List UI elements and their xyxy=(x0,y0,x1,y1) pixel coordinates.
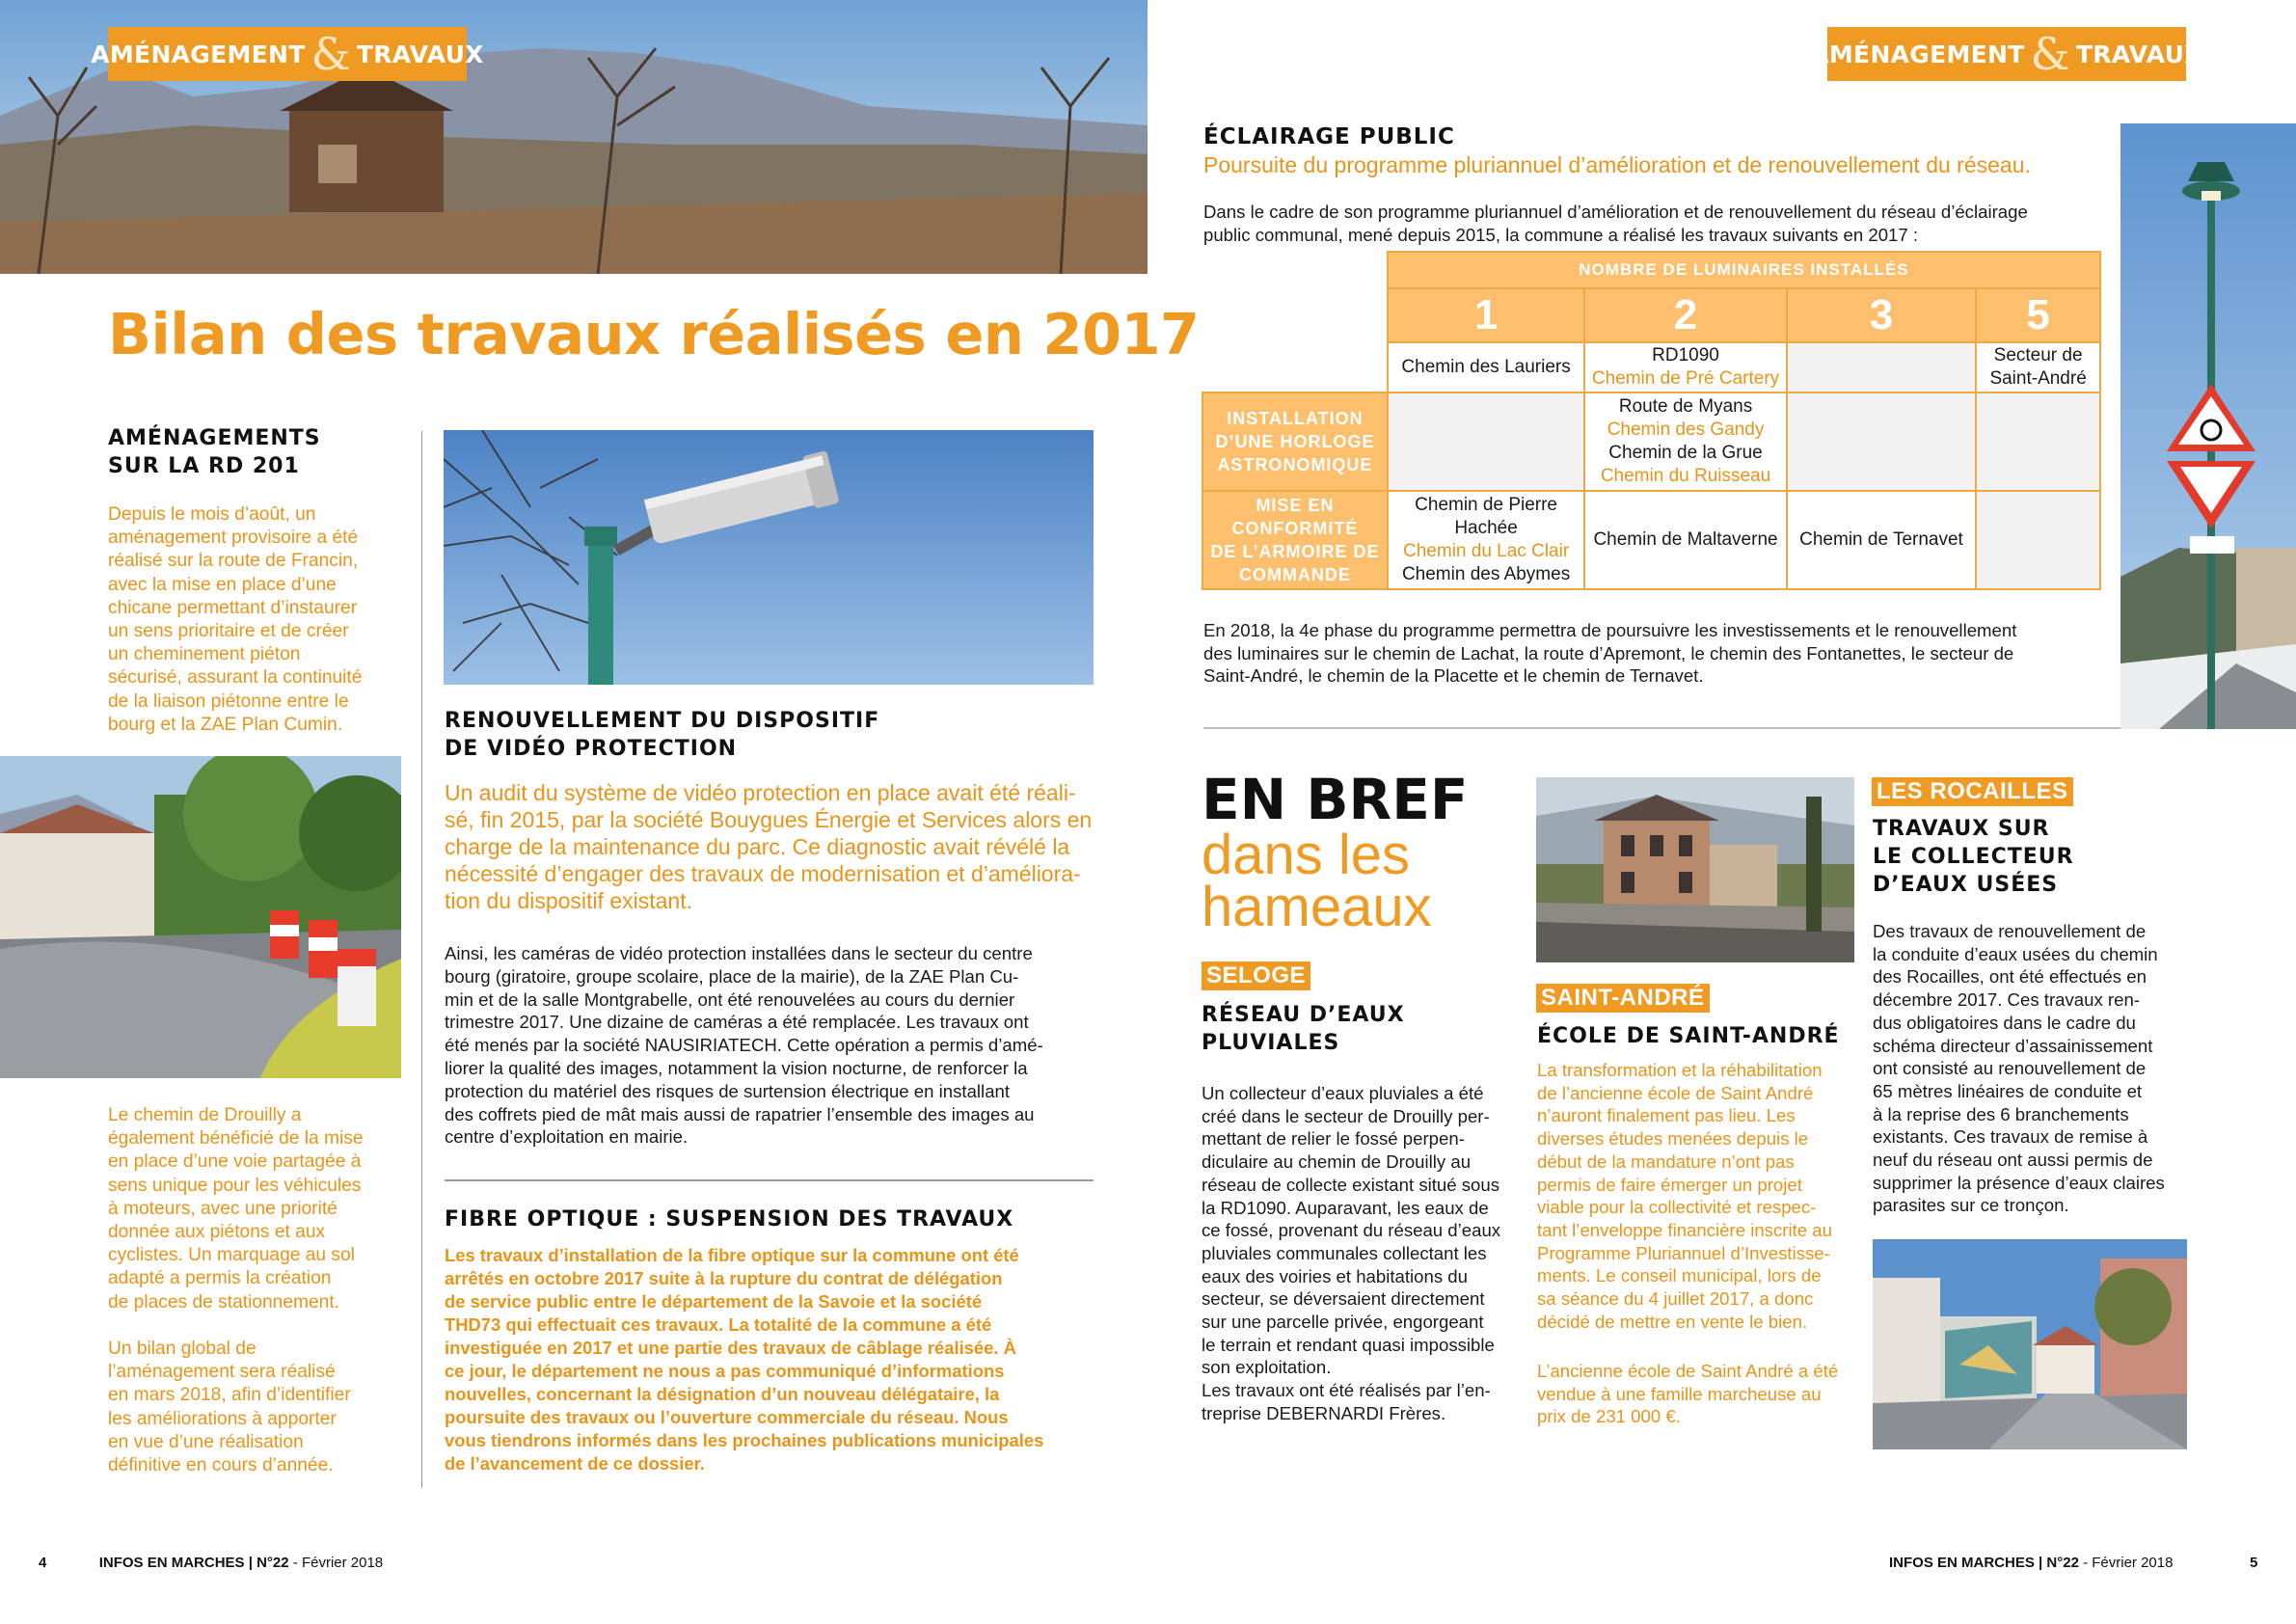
footer-left: 4 INFOS EN MARCHES | N°22 - Février 2018 xyxy=(39,1555,384,1571)
heading-line: RÉSEAU D’EAUX xyxy=(1202,1003,1405,1027)
text-line: le terrain et rendant quasi impossible xyxy=(1202,1334,1495,1355)
text-line: nécessité d’engager des travaux de modernisation et d’améliora- xyxy=(445,861,1081,886)
fibre-heading: FIBRE OPTIQUE : SUSPENSION DES TRAVAUX xyxy=(445,1207,1014,1232)
text-line: neuf du réseau ont aussi permis de xyxy=(1873,1150,2153,1171)
en-bref-line2: dans les xyxy=(1202,824,1411,886)
saint-andre-label: SAINT-ANDRÉ xyxy=(1536,984,1710,1013)
text-line: ce fossé, provenant du réseau d’eaux xyxy=(1202,1220,1501,1241)
text-line: liorer la qualité des images, notamment la vision nocturne, de renforcer la xyxy=(445,1057,1028,1078)
text-line: réalisé sur la route de Francin, xyxy=(108,551,359,572)
school-building-photo xyxy=(1536,777,1854,962)
count-1: 1 xyxy=(1388,288,1584,342)
saint-andre-body xyxy=(1537,1059,1853,1333)
cell-line: Chemin du Lac Clair xyxy=(1403,541,1570,561)
cell-line: Chemin de Pierre xyxy=(1415,495,1557,515)
cell-line: Chemin du Ruisseau xyxy=(1600,466,1771,486)
tab-label-travaux: TRAVAUX xyxy=(356,40,484,68)
rocailles-street-photo xyxy=(1873,1239,2187,1449)
text-line: sens unique pour les véhicules xyxy=(108,1175,362,1196)
table-cell xyxy=(1584,342,1786,392)
text-line: Un bilan global de xyxy=(108,1339,257,1359)
text-line: un sens prioritaire et de créer xyxy=(108,621,349,642)
text-line: sé, fin 2015, par la société Bouygues Énergie et Services alors en xyxy=(445,807,1093,832)
video-camera-photo xyxy=(444,430,1094,685)
text-line: La transformation et la réhabilitation xyxy=(1537,1060,1823,1080)
count-3: 3 xyxy=(1787,288,1976,342)
rocailles-tag xyxy=(1872,777,2073,806)
text-line: Dans le cadre de son programme pluriannuel d’amélioration et de renouvellement du réseau d’éclairage xyxy=(1203,202,2028,222)
cell-line: RD1090 xyxy=(1652,345,1719,365)
saint-andre-heading: ÉCOLE DE SAINT-ANDRÉ xyxy=(1537,1024,1840,1048)
heading-line: PLUVIALES xyxy=(1202,1031,1340,1055)
road-chicane-photo xyxy=(0,756,401,1078)
count-2: 2 xyxy=(1584,288,1786,342)
text-line: Les travaux d’installation de la fibre optique sur la commune ont été xyxy=(445,1245,1019,1265)
issue-date: Février 2018 xyxy=(2092,1555,2174,1571)
rd201-heading xyxy=(108,424,321,480)
text-line: de l’avancement de ce dossier. xyxy=(445,1453,705,1474)
text-line: cyclistes. Un marquage au sol xyxy=(108,1245,355,1266)
text-line: arrêtés en octobre 2017 suite à la rupture du contrat de délégation xyxy=(445,1268,1003,1288)
rd201-lead xyxy=(108,503,397,737)
text-line: Un collecteur d’eaux pluviales a été xyxy=(1202,1083,1484,1103)
text-line: de places de stationnement. xyxy=(108,1291,340,1313)
section-rule xyxy=(1203,727,2120,729)
text-line: investiguée en 2017 et une partie des travaux de câblage réalisée. À xyxy=(445,1338,1016,1358)
text-line: THD73 qui effectuait ces travaux. La totalité de la commune a été xyxy=(445,1314,992,1335)
text-line: de la liaison piétonne entre le xyxy=(108,690,349,712)
cell-line: Route de Myans xyxy=(1618,396,1753,417)
text-line: à la reprise des 6 branchements xyxy=(1873,1103,2129,1124)
text-line: centre d’exploitation en mairie. xyxy=(445,1126,689,1148)
text-line: définitive en cours d’année. xyxy=(108,1455,334,1476)
text-line: viable pour la collectivité et respec- xyxy=(1537,1197,1817,1218)
seloge-heading xyxy=(1202,1001,1405,1057)
cell-line: Chemin de la Grue xyxy=(1608,443,1763,463)
text-line: tant l’enveloppe financière inscrite au xyxy=(1537,1219,1832,1240)
saint-andre-tag xyxy=(1536,984,1710,1013)
text-line: diculaire au chemin de Drouilly au xyxy=(1202,1151,1472,1173)
text-line: trimestre 2017. Une dizaine de caméras a été remplacée. Les travaux ont xyxy=(445,1012,1029,1033)
text-line: des Rocailles, ont été effectués en xyxy=(1873,966,2147,988)
text-line: adapté a permis la création xyxy=(108,1268,332,1289)
rd201-heading-line2: SUR LA RD 201 xyxy=(108,454,300,478)
heading-line: LE COLLECTEUR xyxy=(1873,845,2074,869)
footer-right: INFOS EN MARCHES | N°22 - Février 2018 xyxy=(1889,1555,2174,1571)
rd201-para2 xyxy=(108,1104,397,1314)
text-line: aménagement provisoire a été xyxy=(108,528,359,549)
text-line: charge de la maintenance du parc. Ce diagnostic avait révélé la xyxy=(445,834,1070,859)
table-row xyxy=(1202,342,2100,392)
table-cell-empty xyxy=(1976,392,2100,491)
cell-line: Chemin des Gandy xyxy=(1607,420,1765,440)
cell-line: D’UNE HORLOGE xyxy=(1215,432,1375,451)
rd201-para3 xyxy=(108,1338,397,1477)
text-line: ments. Le conseil municipal, lors de xyxy=(1537,1265,1822,1286)
eclairage-heading: ÉCLAIRAGE PUBLIC xyxy=(1203,124,1455,149)
issue-number: N°22 xyxy=(257,1555,289,1571)
table-corner xyxy=(1202,342,1388,392)
rd201-heading-line1: AMÉNAGEMENTS xyxy=(108,426,321,450)
text-line: en place d’une voie partagée à xyxy=(108,1151,362,1173)
street-lamp-photo xyxy=(2120,123,2296,729)
table-row xyxy=(1202,491,2100,589)
text-line: Le chemin de Drouilly a xyxy=(108,1105,302,1125)
text-line: parasites sur ce tronçon. xyxy=(1873,1195,2069,1216)
section-tab-right xyxy=(1810,27,2203,81)
text-line: Programme Pluriannuel d’Investisse- xyxy=(1537,1242,1830,1263)
luminaires-table xyxy=(1202,251,2101,590)
text-line: Ainsi, les caméras de vidéo protection installées dans le secteur du centre xyxy=(445,943,1033,963)
cell-line: ASTRONOMIQUE xyxy=(1217,455,1373,474)
text-line: prix de 231 000 €. xyxy=(1537,1406,1681,1427)
magazine-name: INFOS EN MARCHES xyxy=(98,1555,245,1571)
seloge-tag xyxy=(1202,961,1310,990)
text-line: à moteurs, avec une priorité xyxy=(108,1198,338,1219)
text-line: dus obligatoires dans le cadre du xyxy=(1873,1012,2136,1033)
rocailles-label: LES ROCAILLES xyxy=(1872,777,2073,806)
page-number-right: 5 xyxy=(2250,1555,2258,1571)
text-line: également bénéficié de la mise xyxy=(108,1128,364,1150)
text-line: L’ancienne école de Saint André a été xyxy=(1537,1361,1839,1381)
en-bref-title xyxy=(1202,767,1469,938)
text-line: eaux des voiries et habitations du xyxy=(1202,1265,1468,1286)
table-row xyxy=(1202,392,2100,491)
text-line: En 2018, la 4e phase du programme permettra de poursuivre les investissements et le renouvellement xyxy=(1203,620,2017,640)
table-cell xyxy=(1976,342,2100,392)
table-cell xyxy=(1584,392,1786,491)
cell-line: Chemin des Abymes xyxy=(1401,564,1571,584)
text-line: Depuis le mois d’août, un xyxy=(108,504,316,525)
text-line: 65 mètres linéaires de conduite et xyxy=(1873,1080,2143,1101)
cell-line: Saint-André xyxy=(1989,368,2087,389)
cell-line: DE L’ARMOIRE DE xyxy=(1210,542,1380,561)
text-line: sur une parcelle privée, engorgeant xyxy=(1202,1312,1484,1333)
text-line: vous tiendrons informés dans les prochaines publications municipales xyxy=(445,1430,1044,1450)
text-line: nouvelles, concernant la désignation d’un nouveau délégataire, la xyxy=(445,1384,1000,1404)
table-cell-empty xyxy=(1388,392,1584,491)
video-heading xyxy=(445,707,879,763)
text-line: vendue à une famille marcheuse au xyxy=(1537,1383,1822,1404)
heading-line: TRAVAUX SUR xyxy=(1873,817,2050,841)
text-line: sécurisé, assurant la continuité xyxy=(108,667,363,689)
text-line: supprimer la présence d’eaux claires xyxy=(1873,1172,2165,1193)
tab-label-amenagement: AMÉNAGEMENT xyxy=(91,40,306,68)
text-line: Des travaux de renouvellement de xyxy=(1873,921,2147,941)
table-cell: Chemin des Lauriers xyxy=(1388,342,1584,392)
text-line: min et de la salle Montgrabelle, ont été renouvelées au cours du dernier xyxy=(445,988,1015,1010)
cell-line: CONFORMITÉ xyxy=(1231,519,1359,538)
text-line: tion du dispositif existant. xyxy=(445,888,692,913)
page-number-left: 4 xyxy=(39,1555,47,1571)
text-line: diverses études menées depuis le xyxy=(1537,1128,1809,1150)
tab-ampersand: & xyxy=(2030,28,2070,80)
text-line: l’aménagement sera réalisé xyxy=(108,1362,336,1383)
tab-label-amenagement: AMÉNAGEMENT xyxy=(1810,40,2025,68)
table-corner xyxy=(1202,288,1388,342)
text-line: schéma directeur d’assainissement xyxy=(1873,1035,2153,1056)
magazine-name: INFOS EN MARCHES xyxy=(1889,1555,2035,1571)
video-lead xyxy=(445,779,1094,914)
cell-line: Secteur de xyxy=(1993,345,2083,365)
text-line: chicane permettant d’instaurer xyxy=(108,597,358,618)
video-heading-line1: RENOUVELLEMENT DU DISPOSITIF xyxy=(445,709,880,733)
text-line: réseau de collecte existant situé sous xyxy=(1202,1174,1500,1195)
tab-ampersand: & xyxy=(311,28,351,80)
video-body xyxy=(445,942,1094,1149)
text-line: bourg (giratoire, groupe scolaire, place de la mairie), de la ZAE Plan Cu- xyxy=(445,965,1019,987)
table-cell: Chemin de Maltaverne xyxy=(1584,491,1786,589)
table-cell-empty xyxy=(1787,392,1976,491)
text-line: n’auront finalement pas lieu. Les xyxy=(1537,1105,1796,1126)
text-line: de l’ancienne école de Saint André xyxy=(1537,1082,1814,1103)
saint-andre-body2 xyxy=(1537,1360,1853,1428)
text-line: un cheminement piéton xyxy=(108,644,301,665)
text-line: bourg et la ZAE Plan Cumin. xyxy=(108,714,343,735)
heading-line: D’EAUX USÉES xyxy=(1873,873,2059,897)
text-line: poursuite des travaux ou l’ouverture commerciale du réseau. Nous xyxy=(445,1407,1009,1427)
text-line: treprise DEBERNARDI Frères. xyxy=(1202,1402,1446,1423)
eclairage-outro xyxy=(1203,619,2100,688)
tab-label-travaux: TRAVAUX xyxy=(2075,40,2203,68)
cell-line: Chemin de Pré Cartery xyxy=(1591,368,1780,389)
text-line: décembre 2017. Ces travaux ren- xyxy=(1873,989,2140,1011)
text-line: pluviales communales collectant les xyxy=(1202,1242,1487,1263)
text-line: son exploitation. xyxy=(1202,1357,1332,1378)
table-cell-empty xyxy=(1976,491,2100,589)
en-bref-line1: EN BREF xyxy=(1202,767,1469,832)
text-line: permis de faire émerger un projet xyxy=(1537,1174,1802,1195)
page-title: Bilan des travaux réalisés en 2017 xyxy=(108,301,1200,367)
eclairage-intro xyxy=(1203,201,2100,246)
text-line: donnée aux piétons et aux xyxy=(108,1222,326,1243)
text-line: secteur, se déversaient directement xyxy=(1202,1288,1485,1310)
count-5: 5 xyxy=(1976,288,2100,342)
table-cell-empty xyxy=(1787,342,1976,392)
text-line: sa séance du 4 juillet 2017, a donc xyxy=(1537,1288,1814,1310)
text-line: décidé de mettre en vente le bien. xyxy=(1537,1311,1808,1332)
table-cell: Chemin de Ternavet xyxy=(1787,491,1976,589)
text-line: Saint-André, le chemin de la Placette et le chemin de Ternavet. xyxy=(1203,665,1704,686)
text-line: des coffrets pied de mât mais aussi de rapatrier l’ensemble des images au xyxy=(445,1103,1035,1124)
text-line: des luminaires sur le chemin de Lachat, la route d’Apremont, le chemin des Fontanettes, le secteur de xyxy=(1203,642,2014,663)
table-corner xyxy=(1202,252,1388,288)
video-heading-line2: DE VIDÉO PROTECTION xyxy=(445,737,738,761)
row-label-armoire xyxy=(1202,491,1388,589)
seloge-label: SELOGE xyxy=(1202,961,1310,990)
section-tab-left xyxy=(91,27,484,81)
text-line: mettant de relier le fossé perpen- xyxy=(1202,1128,1465,1150)
table-cell xyxy=(1388,491,1584,589)
text-line: Les travaux ont été réalisés par l’en- xyxy=(1202,1380,1491,1401)
text-line: créé dans le secteur de Drouilly per- xyxy=(1202,1105,1490,1126)
cell-line: MISE EN xyxy=(1256,496,1335,515)
text-line: en vue d’une réalisation xyxy=(108,1431,304,1452)
rocailles-heading xyxy=(1873,815,2074,899)
en-bref-line3: hameaux xyxy=(1202,876,1432,938)
text-line: existants. Ces travaux de remise à xyxy=(1873,1126,2148,1148)
text-line: les améliorations à apporter xyxy=(108,1408,337,1429)
text-line: début de la mandature n’ont pas xyxy=(1537,1150,1795,1172)
cell-line: INSTALLATION xyxy=(1227,409,1364,428)
text-line: protection du matériel des risques de surtension électrique en installant xyxy=(445,1080,1011,1101)
row-label-horloge xyxy=(1202,392,1388,491)
eclairage-subtitle: Poursuite du programme pluriannuel d’amélioration et de renouvellement du réseau. xyxy=(1203,152,2031,177)
text-line: en mars 2018, afin d’identifier xyxy=(108,1385,351,1406)
cell-line: COMMANDE xyxy=(1238,565,1351,584)
text-line: ce jour, le département ne nous a pas communiqué d’informations xyxy=(445,1361,1005,1381)
text-line: la RD1090. Auparavant, les eaux de xyxy=(1202,1197,1489,1218)
text-line: de service public entre le département de la Savoie et la société xyxy=(445,1291,983,1312)
column-divider xyxy=(421,431,422,1488)
text-line: la conduite d’eaux usées du chemin xyxy=(1873,943,2158,964)
cell-line: Hachée xyxy=(1454,518,1518,538)
fibre-body xyxy=(445,1244,1094,1475)
text-line: public communal, mené depuis 2015, la commune a réalisé les travaux suivants en 2017 : xyxy=(1203,224,1919,245)
issue-number: N°22 xyxy=(2046,1555,2079,1571)
section-rule xyxy=(445,1179,1094,1181)
table-header: NOMBRE DE LUMINAIRES INSTALLÉS xyxy=(1388,252,2100,288)
text-line: Un audit du système de vidéo protection en place avait été réali- xyxy=(445,780,1076,805)
text-line: été menés par la société NAUSIRIATECH. Cette opération a permis d’amé- xyxy=(445,1035,1043,1056)
rocailles-body xyxy=(1873,920,2188,1217)
issue-date: Février 2018 xyxy=(301,1555,384,1571)
text-line: avec la mise en place d’une xyxy=(108,574,337,595)
seloge-body xyxy=(1202,1082,1517,1425)
text-line: ont consisté au renouvellement de xyxy=(1873,1058,2147,1079)
